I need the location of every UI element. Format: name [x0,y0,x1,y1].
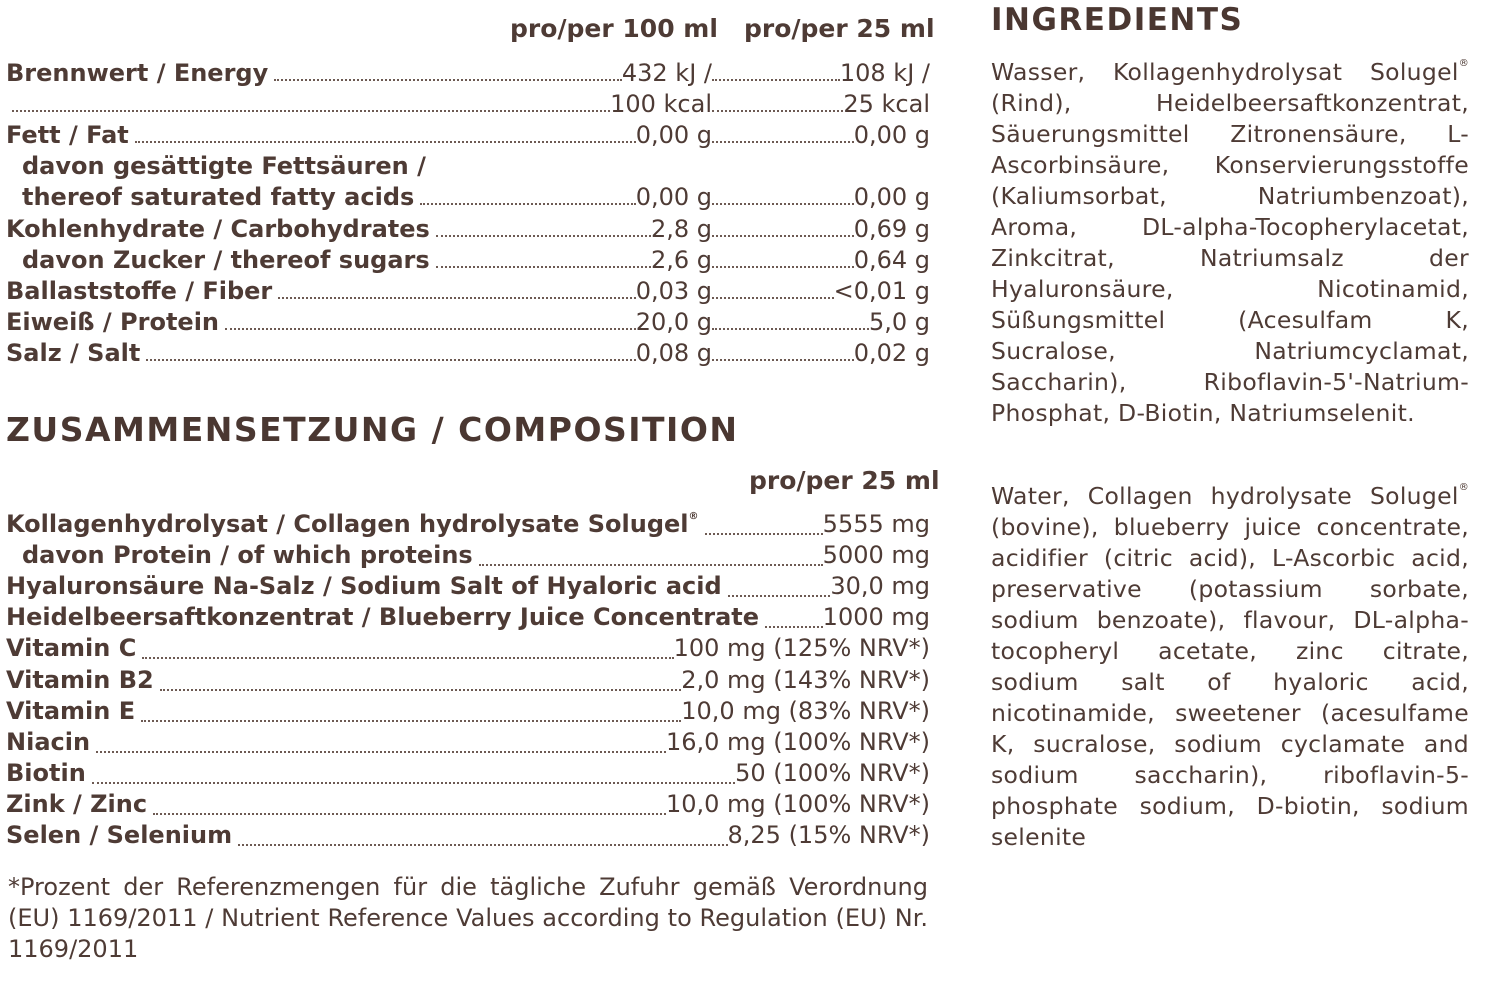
nutrition-row [6,152,930,183]
nutrition-row [6,183,930,214]
dot-leader [712,296,834,299]
dot-leader [705,532,823,535]
composition-value: 16,0 mg (100% NRV*) [665,727,930,756]
dot-leader [479,563,823,566]
composition-label [6,541,479,569]
ingredients-english-text-a: Water, Collagen hydrolysate Solugel [991,482,1459,510]
composition-label-text: Zink / Zinc [6,789,148,818]
composition-title: ZUSAMMENSETZUNG / COMPOSITION [6,410,739,449]
registered-mark: ® [1458,482,1469,493]
composition-row [6,572,930,603]
nutrition-row [6,277,930,308]
ingredients-german [991,57,1469,429]
dot-leader [160,688,682,691]
composition-row [6,510,930,541]
dot-leader [141,719,681,722]
dot-leader [274,78,622,81]
ingredients-english [991,481,1469,853]
value-per-25ml: 108 kJ / [839,59,930,87]
composition-value: 100 mg (125% NRV*) [673,634,930,663]
composition-label-text: Heidelbeersaftkonzentrat / Blueberry Juice Concentrate [6,603,760,632]
composition-row [6,759,930,790]
dot-leader [436,265,651,268]
composition-label-text: Vitamin E [6,696,136,725]
composition-row [6,603,930,634]
nutrition-row [6,308,930,339]
dot-leader [712,327,869,330]
composition-row [6,790,930,821]
composition-row [6,666,930,697]
value-per-100ml: 0,00 g [635,183,712,212]
ingredients-english-text-b: (bovine), blueberry juice concentrate, acidifier (citric acid), L-Ascorbic acid, preservative (potassium sorbate, sodium benzoate), flavour, DL-alpha-tocopheryl acetate, zinc citrate, sodium salt of hyaloric acid, nicotinamide, sweetener (acesulfame K, sucralose, sodium cyclamate and sodium saccharin), riboflavin-5-phosphate sodium, D-biotin, sodium selenite [991,513,1469,851]
value-per-100ml: 432 kJ / [621,59,712,87]
dot-leader [712,265,854,268]
composition-row [6,634,930,665]
value-per-25ml: 0,00 g [853,183,930,212]
value-per-25ml: <0,01 g [833,276,930,305]
value-per-100ml: 2,6 g [650,245,712,274]
dot-leader [712,109,843,112]
registered-mark: ® [688,511,699,522]
value-per-25ml: 0,02 g [853,338,930,367]
composition-label [6,634,142,662]
dot-leader [142,656,673,659]
dot-leader [728,594,831,597]
col-header-per-100ml: pro/per 100 ml [510,14,718,43]
composition-label [6,572,728,600]
composition-row [6,697,930,728]
value-per-25ml: 25 kcal [843,90,930,119]
dot-leader [765,625,823,628]
composition-label-text: Selen / Selenium [6,821,233,849]
composition-value: 10,0 mg (100% NRV*) [665,789,930,818]
composition-label [6,603,765,631]
composition-value: 2,0 mg (143% NRV*) [681,665,930,694]
value-per-25ml: 0,00 g [853,121,930,150]
value-per-100ml: 2,8 g [650,214,712,243]
composition-label [6,666,160,694]
nutrition-label: Ballaststoffe / Fiber [6,276,273,305]
dot-leader [153,812,666,815]
ingredients-german-text-b: (Rind), Heidelbeersaftkonzentrat, Säuerungsmittel Zitronensäure, L-Ascorbinsäure, Konservierungsstoffe (Kaliumsorbat, Natriumbenzoat), Aroma, DL-alpha-Tocopherylacetat, Zinkcitrat, Natriumsalz der Hyaluronsäure, Nicotinamid, Süßungsmittel (Acesulfam K, Sucralose, Natriumcyclamat, Saccharin), Riboflavin-5'-Natrium-Phosphat, D-Biotin, Natriumselenit. [991,89,1469,427]
dot-leader [712,234,854,237]
nutrition-label: Brennwert / Energy [6,59,269,87]
composition-value: 1000 mg [822,603,930,632]
col-header-per-25ml: pro/per 25 ml [744,14,935,43]
composition-value: 30,0 mg [830,572,930,601]
dot-leader [92,781,735,784]
nutrition-label: Salz / Salt [6,338,141,367]
composition-row [6,821,930,852]
nutrition-label: Kohlenhydrate / Carbohydrates [6,214,430,243]
dot-leader [146,358,635,361]
dot-leader [420,202,635,205]
composition-value: 10,0 mg (83% NRV*) [681,696,930,725]
dot-leader [135,140,636,143]
ingredients-title: INGREDIENTS [991,2,1244,38]
composition-row [6,728,930,759]
composition-value: 8,25 (15% NRV*) [727,821,930,849]
ingredients-german-text-a: Wasser, Kollagenhydrolysat Solugel [991,58,1459,86]
composition-label [6,759,92,787]
dot-leader [712,140,854,143]
value-per-25ml: 0,64 g [853,245,930,274]
value-per-100ml: 0,00 g [635,121,712,150]
composition-label [6,821,238,849]
dot-leader [712,202,854,205]
nutrition-row [6,246,930,277]
value-per-100ml: 0,08 g [635,338,712,367]
nutrition-row [6,339,930,370]
composition-label-text: Vitamin C [6,634,137,663]
nutrition-row [6,121,930,152]
nutrition-label: davon Zucker / thereof sugars [22,245,430,274]
composition-label-text: Vitamin B2 [6,665,154,694]
composition-label [6,790,153,818]
composition-value: 5000 mg [822,541,930,570]
nutrition-row [6,90,930,121]
dot-leader [712,78,840,81]
nutrition-row [6,59,930,90]
value-per-25ml: 0,69 g [853,214,930,243]
dot-leader [12,109,610,112]
value-per-100ml: 20,0 g [635,307,712,336]
value-per-25ml: 5,0 g [868,307,930,336]
composition-value: 50 (100% NRV*) [735,758,930,787]
composition-label-text: Biotin [6,758,86,787]
composition-col-header: pro/per 25 ml [749,466,940,495]
nutrition-label: thereof saturated fatty acids [22,183,415,212]
composition-label-text: Niacin [6,727,91,756]
nutrition-row [6,215,930,246]
dot-leader [238,843,727,846]
dot-leader [225,327,636,330]
dot-leader [278,296,635,299]
composition-value: 5555 mg [822,510,930,538]
footnote: *Prozent der Referenzmengen für die tägliche Zufuhr gemäß Verordnung (EU) 1169/2011 / Nutrient Reference Values according to Regulation (EU) Nr. 1169/2011 [8,873,928,963]
composition-label-text: Kollagenhydrolysat / Collagen hydrolysate Solugel [6,510,689,538]
composition-label [6,728,96,756]
registered-mark: ® [1458,58,1469,69]
composition-row [6,541,930,572]
composition-label-text: Hyaluronsäure Na-Salz / Sodium Salt of Hyaloric acid [6,572,722,601]
value-per-100ml: 100 kcal [610,90,712,119]
nutrition-label: Fett / Fat [6,121,129,150]
composition-label [6,510,705,538]
composition-label-text: davon Protein / of which proteins [22,541,473,570]
composition-label [6,697,141,725]
dot-leader [712,358,854,361]
dot-leader [436,234,651,237]
value-per-100ml: 0,03 g [635,276,712,305]
dot-leader [96,750,666,753]
nutrition-label: Eiweiß / Protein [6,307,220,336]
nutrition-label: davon gesättigte Fettsäuren / [22,152,426,181]
